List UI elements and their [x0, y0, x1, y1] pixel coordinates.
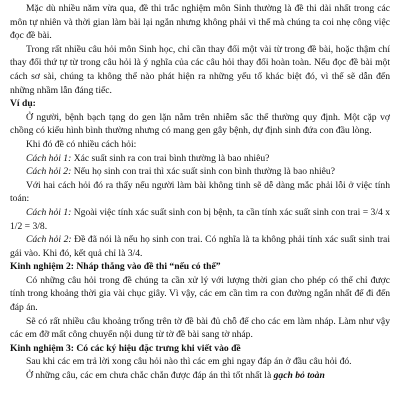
question-2 [10, 165, 390, 179]
answer-2-text: Đề đã nói là nếu họ sinh con trai. Có nghĩa là ta không phải tính xác suất sinh trai gái vào. Khi đó, kết quả chỉ là 3/4. [10, 234, 390, 259]
answer-2-label: Cách hỏi 2: [26, 234, 72, 246]
question-1 [10, 152, 390, 166]
answer-1-text: Ngoài việc tính xác suất sinh con bị bệnh, ta cần tính xác suất sinh con trai = 3/4 x 1/2 = 3/8. [10, 206, 390, 232]
question-2-text: Nếu họ sinh con trai thì xác suất sinh con bình thường là bao nhiêu? [71, 166, 335, 178]
paragraph-unsure-text: Ở những câu, các em chưa chắc chắn được đáp án thì tốt nhất là [26, 370, 274, 382]
section-heading-3: Kinh nghiệm 3: Có các ký hiệu đặc trưng khi viết vào đề [10, 342, 241, 354]
answer-1 [10, 206, 390, 233]
answer-2 [10, 233, 390, 260]
example-label: Ví dụ: [10, 98, 36, 110]
paragraph-question-ways: Khi đó đề có nhiều cách hỏi: [26, 138, 137, 150]
paragraph-intro: Mặc dù nhiều năm vừa qua, đề thi trắc nghiệm môn Sinh thường là đề thi dài nhất trong các môn tự nhiên và thời gian làm bài lại ngắn nhưng không phải vì thế mà chúng ta coi nhẹ công việc đọc đề bài. [10, 3, 390, 42]
paragraph-unsure-emphasis: gạch bỏ toàn [273, 370, 325, 382]
question-2-label: Cách hỏi 2: [26, 166, 72, 178]
paragraph-mistakes: Với hai cách hỏi đó ra thấy nếu người làm bài không tinh sẽ dễ dàng mắc phải lỗi ở việc tính toán: [10, 179, 390, 205]
question-1-label: Cách hỏi 1: [26, 152, 72, 164]
paragraph-example: Ở người, bệnh bạch tạng do gen lặn nằm trên nhiễm sắc thể thường quy định. Một cặp vợ chồng có kiểu hình bình thường nhưng có mang gen gây bệnh, dự định sinh đứa con đầu lòng. [10, 111, 390, 137]
section-heading-2: Kinh nghiệm 2: Nháp thẳng vào đề thi “nếu có thể” [10, 261, 221, 273]
question-1-text: Xác suất sinh ra con trai bình thường là bao nhiêu? [71, 152, 270, 164]
answer-1-label: Cách hỏi 1: [26, 206, 72, 218]
paragraph-scratch: Sẽ có rất nhiều câu khoảng trống trên tờ đề bài đủ chỗ để cho các em làm nháp. Làm như vậy các em đỡ mất công chuyển nội dung từ tờ đề bài sang tờ nháp. [10, 315, 390, 341]
paragraph-wording: Trong rất nhiều câu hỏi môn Sinh học, chỉ cần thay đổi một vài từ trong đề bài, hoặc thậm chí thay đổi thứ tự từ trong câu hỏi là ý nghĩa của các câu hỏi thay đổi hoàn toàn. Nếu đọc đề bài một cách sơ sài, chúng ta không thể nào phát hiện ra những yếu tố khác biệt đó, vì thế sẽ dẫn đến những nhầm lẫn đáng tiếc. [10, 43, 390, 96]
paragraph-time: Có những câu hỏi trong đề chúng ta cần xử lý với lượng thời gian cho phép có thể chỉ được tính trong khoảng thời gia vài chục giây. Vì vậy, các em cần tìm ra con đường ngắn nhất để đi đến đáp án. [10, 274, 390, 314]
paragraph-unsure [10, 369, 390, 383]
paragraph-answer-mark: Sau khi các em trả lời xong câu hỏi nào thì các em ghi ngay đáp án ở đầu câu hỏi đó. [26, 356, 352, 368]
